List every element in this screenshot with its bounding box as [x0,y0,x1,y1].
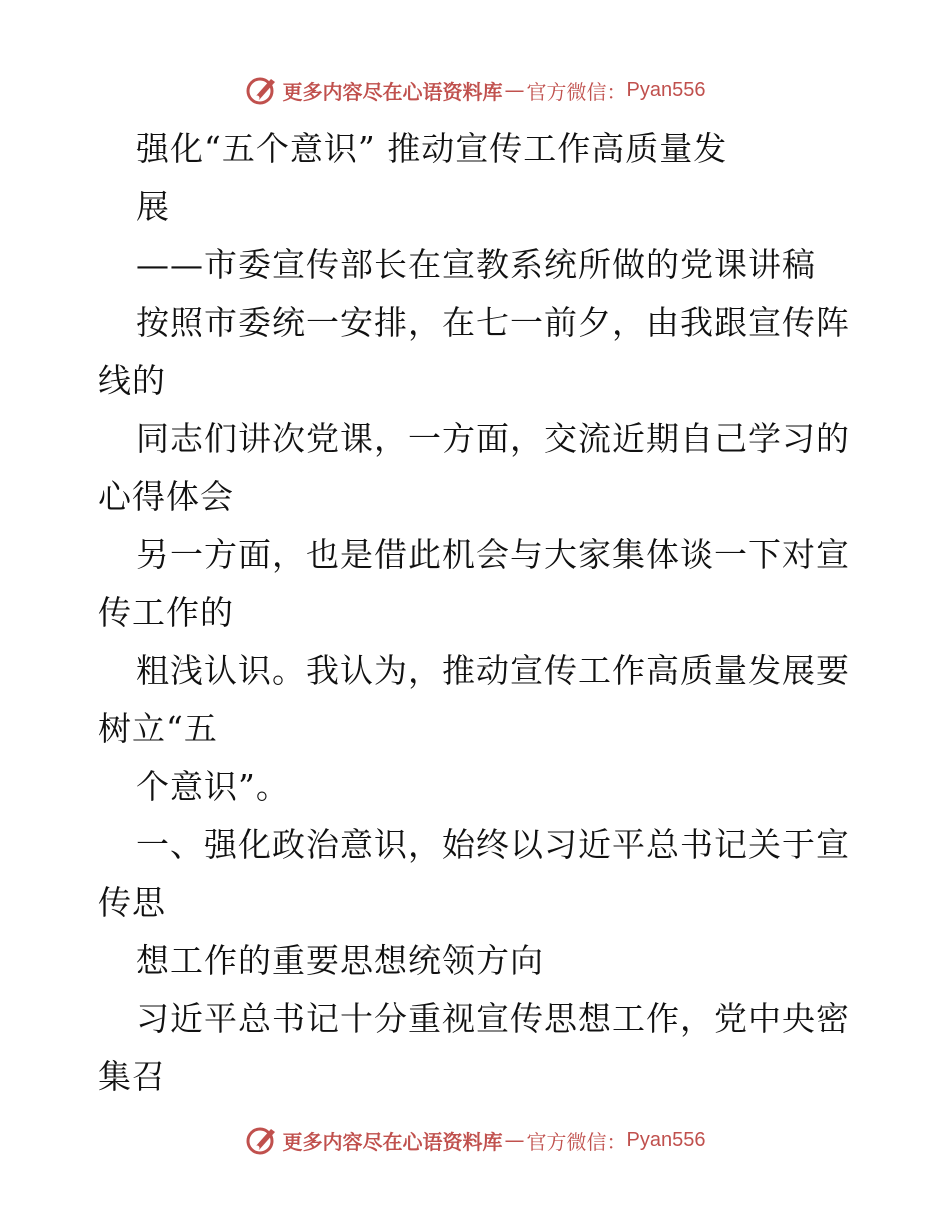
paragraph-line: 树立“五 [98,709,218,748]
paragraph-line: 心得体会 [98,477,234,516]
watermark-separator: — [504,1128,525,1152]
header-watermark [0,70,950,110]
ink-pen-logo-icon [245,73,279,107]
watermark-wechat-id: Pyan556 [626,1128,706,1151]
watermark-wechat-label: 官方微信： [526,79,627,104]
document-title-line-1: 强化“五个意识” 推动宣传工作高质量发 [136,129,728,168]
document-title-line-2: 展 [136,187,170,226]
document-subtitle: ——市委宣传部长在宣教系统所做的党课讲稿 [136,245,816,284]
section-heading-line: 一、强化政治意识，始终以习近平总书记关于宣 [136,825,850,864]
watermark-main-text: 更多内容尽在心语资料库 [282,79,503,104]
paragraph-line: 同志们讲次党课，一方面，交流近期自己学习的 [136,419,850,458]
document-body [98,120,858,1106]
paragraph-line: 个意识”。 [136,767,290,806]
section-heading-line: 想工作的重要思想统领方向 [136,941,544,980]
ink-pen-logo-icon [245,1123,279,1157]
watermark-wechat-id: Pyan556 [626,78,706,101]
section-heading-line: 传思 [98,883,166,922]
paragraph-line: 按照市委统一安排，在七一前夕，由我跟宣传阵 [136,303,850,342]
paragraph-line: 线的 [98,361,166,400]
footer-watermark [0,1120,950,1160]
paragraph-line: 粗浅认识。我认为，推动宣传工作高质量发展要 [136,651,850,690]
watermark-separator: — [504,78,525,102]
paragraph-line: 另一方面，也是借此机会与大家集体谈一下对宣 [136,535,850,574]
paragraph-line: 传工作的 [98,593,234,632]
watermark-wechat-label: 官方微信： [526,1129,627,1154]
paragraph-line: 集召 [98,1057,166,1096]
paragraph-line: 习近平总书记十分重视宣传思想工作，党中央密 [136,999,850,1038]
watermark-main-text: 更多内容尽在心语资料库 [282,1129,503,1154]
